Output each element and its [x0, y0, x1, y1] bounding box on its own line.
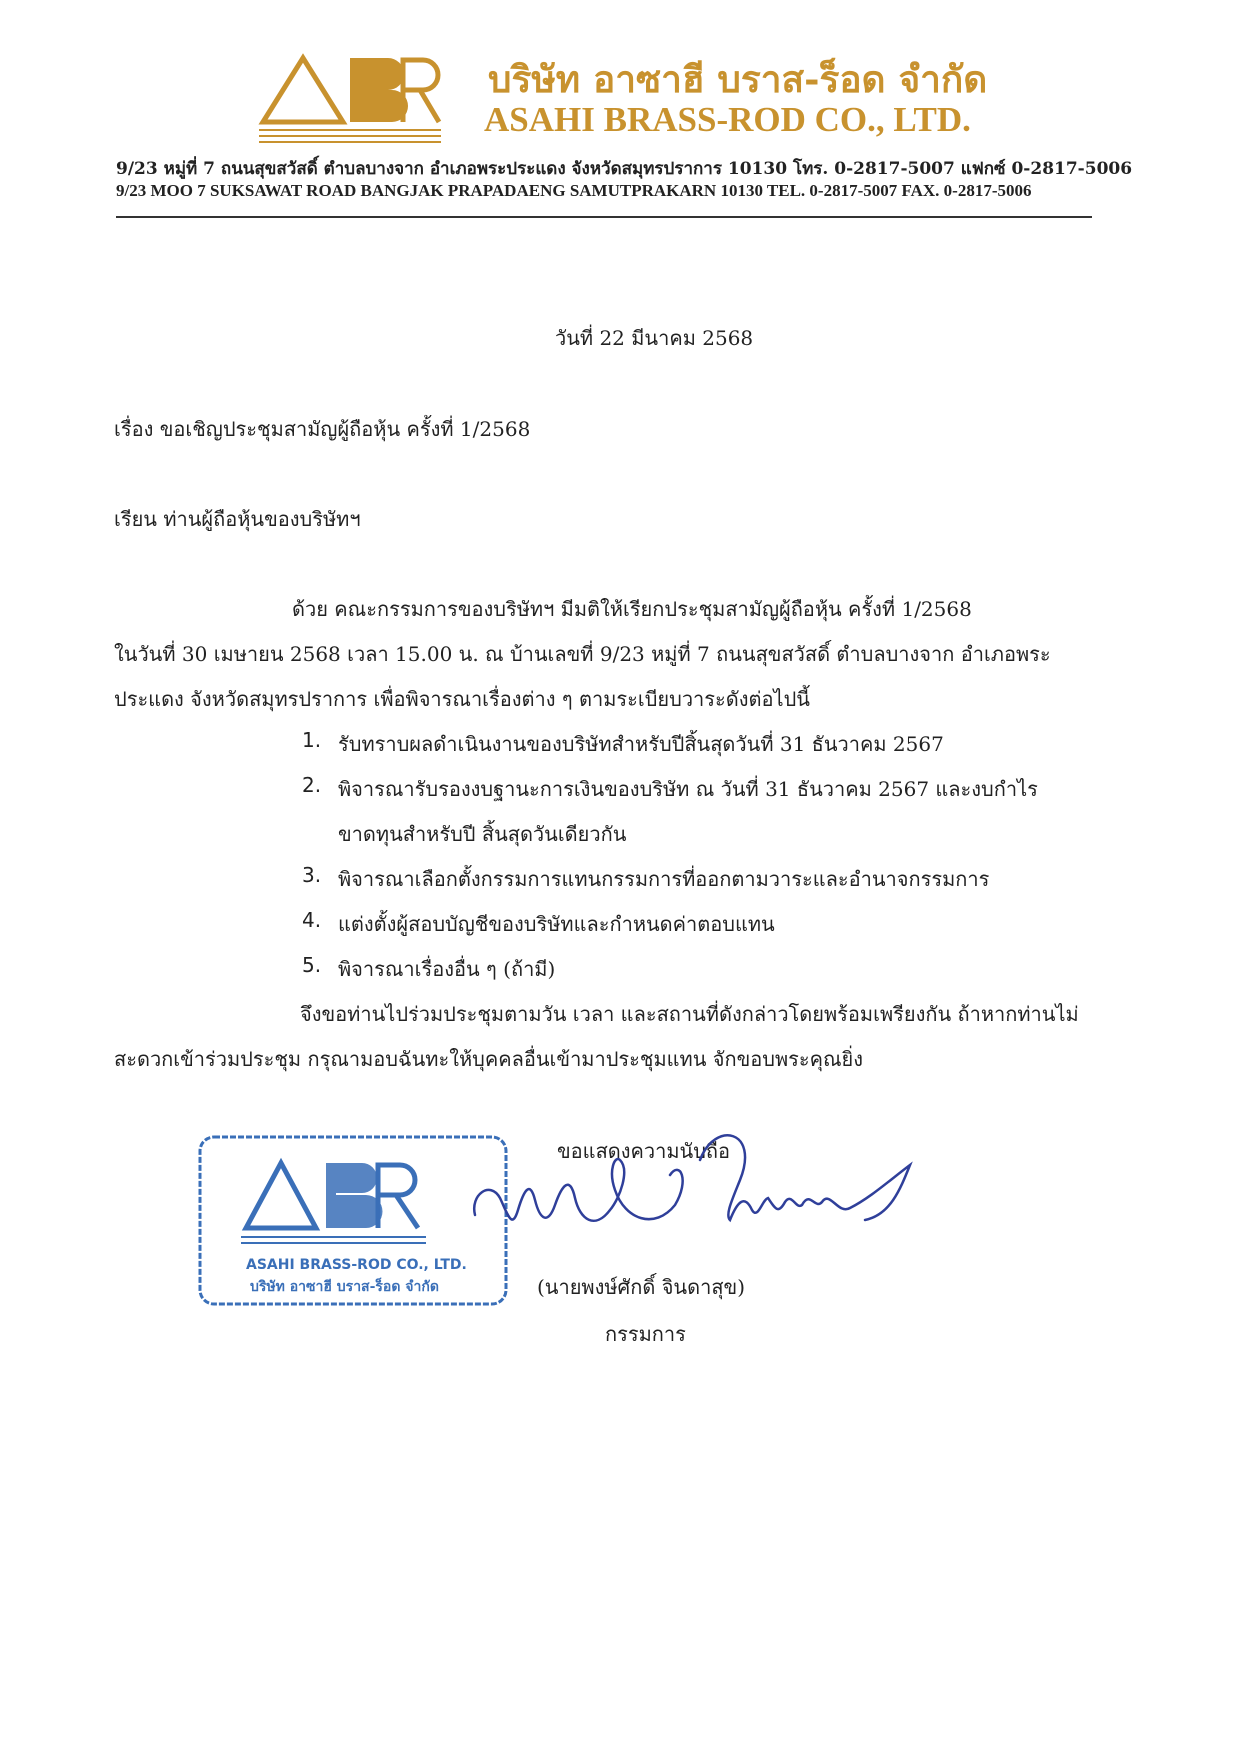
paragraph-line: ในวันที่ 30 เมษายน 2568 เวลา 15.00 น. ณ บ้านเลขที่ 9/23 หมู่ที่ 7 ถนนสุขสวัสดิ์ ตำบลบางจาก อำเภอพระ — [114, 642, 1051, 666]
stamp-name-english: ASAHI BRASS-ROD CO., LTD. — [246, 1257, 467, 1273]
agenda-number: 5. — [302, 953, 322, 977]
agenda-text: รับทราบผลดำเนินงานของบริษัทสำหรับปีสิ้นสุดวันที่ 31 ธันวาคม 2567 — [338, 732, 944, 756]
company-logo — [255, 50, 445, 145]
address-english: 9/23 MOO 7 SUKSAWAT ROAD BANGJAK PRAPADAENG SAMUTPRAKARN 10130 TEL. 0-2817-5007 FAX. 0-2817-5006 — [116, 181, 1032, 200]
agenda-number: 1. — [302, 728, 322, 752]
closing-line: จึงขอท่านไปร่วมประชุมตามวัน เวลา และสถานที่ดังกล่าวโดยพร้อมเพรียงกัน ถ้าหากท่านไม่ — [300, 1002, 1079, 1026]
stamp-name-thai: บริษัท อาซาฮี บราส-ร็อด จำกัด — [250, 1279, 439, 1295]
agenda-text: พิจารณารับรองงบฐานะการเงินของบริษัท ณ วันที่ 31 ธันวาคม 2567 และงบกำไร — [338, 777, 1038, 801]
letter-signoff: ขอแสดงความนับถือ — [557, 1139, 731, 1163]
handwritten-signature — [470, 1120, 980, 1250]
agenda-text: พิจารณาเลือกตั้งกรรมการแทนกรรมการที่ออกตามวาระและอำนาจกรรมการ — [338, 867, 990, 891]
agenda-number: 3. — [302, 863, 322, 887]
paragraph-line: ด้วย คณะกรรมการของบริษัทฯ มีมติให้เรียกประชุมสามัญผู้ถือหุ้น ครั้งที่ 1/2568 — [292, 597, 972, 621]
signer-title: กรรมการ — [605, 1322, 686, 1346]
signer-name: (นายพงษ์ศักดิ์ จินดาสุข) — [537, 1275, 745, 1299]
letter-date: วันที่ 22 มีนาคม 2568 — [555, 326, 754, 350]
header-divider — [116, 216, 1092, 218]
company-name-thai: บริษัท อาซาฮี บราส-ร็อด จำกัด — [488, 57, 988, 101]
paragraph-line: ประแดง จังหวัดสมุทรปราการ เพื่อพิจารณาเรื่องต่าง ๆ ตามระเบียบวาระดังต่อไปนี้ — [114, 687, 810, 711]
agenda-text: ขาดทุนสำหรับปี สิ้นสุดวันเดียวกัน — [338, 822, 627, 846]
agenda-number: 2. — [302, 773, 322, 797]
agenda-text: พิจารณาเรื่องอื่น ๆ (ถ้ามี) — [338, 957, 556, 981]
agenda-number: 4. — [302, 908, 322, 932]
agenda-text: แต่งตั้งผู้สอบบัญชีของบริษัทและกำหนดค่าตอบแทน — [338, 912, 775, 936]
closing-line: สะดวกเข้าร่วมประชุม กรุณามอบฉันทะให้บุคคลอื่นเข้ามาประชุมแทน จักขอบพระคุณยิ่ง — [114, 1047, 864, 1071]
letter-salutation: เรียน ท่านผู้ถือหุ้นของบริษัทฯ — [114, 507, 361, 531]
letter-subject: เรื่อง ขอเชิญประชุมสามัญผู้ถือหุ้น ครั้งที่ 1/2568 — [114, 417, 531, 441]
address-thai: 9/23 หมู่ที่ 7 ถนนสุขสวัสดิ์ ตำบลบางจาก อำเภอพระประแดง จังหวัดสมุทรปราการ 10130 โทร. 0-2817-5007 แฟกซ์ 0-2817-5006 — [116, 159, 1133, 179]
company-name-english: ASAHI BRASS-ROD CO., LTD. — [484, 100, 971, 139]
